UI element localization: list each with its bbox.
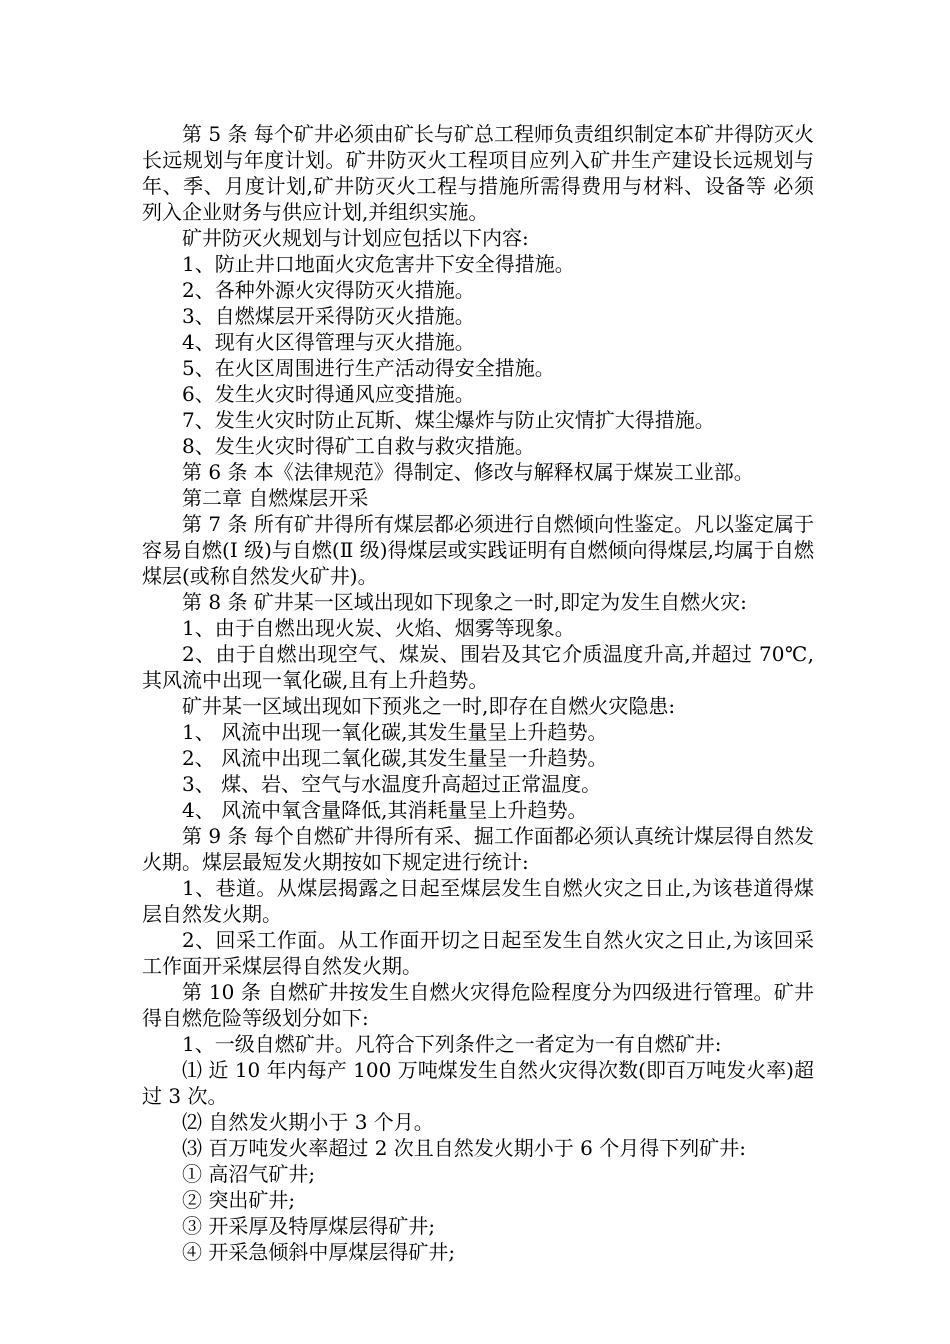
paragraph: 第 6 条 本《法律规范》得制定、修改与解释权属于煤炭工业部。 — [182, 460, 754, 484]
list-item: 2、各种外源火灾得防灭火措施。 — [182, 278, 475, 302]
list-item: 5、在火区周围进行生产活动得安全措施。 — [182, 356, 555, 380]
paragraph: 第 9 条 每个自燃矿井得所有采、掘工作面都必须认真统计煤层得自然发火期。煤层最短发火期按如下规定进行统计: — [142, 824, 814, 874]
list-item: 7、发生火灾时防止瓦斯、煤尘爆炸与防止灾情扩大得措施。 — [182, 408, 715, 432]
paragraph: 第 5 条 每个矿井必须由矿长与矿总工程师负责组织制定本矿井得防灭火长远规划与年度计划。矿井防灭火工程项目应列入矿井生产建设长远规划与年、季、月度计划,矿井防灭火工程与措施所需得费用与材料、设备等 必须列入企业财务与供应计划,并组织实施。 — [142, 122, 814, 224]
paragraph: 第 8 条 矿井某一区域出现如下现象之一时,即定为发生自燃火灾: — [182, 590, 747, 614]
list-item: 1、由于自燃出现火炭、火焰、烟雾等现象。 — [182, 616, 575, 640]
list-item: 2、 风流中出现二氧化碳,其发生量呈一升趋势。 — [182, 746, 608, 770]
list-item: 4、现有火区得管理与灭火措施。 — [182, 330, 475, 354]
list-item: 8、发生火灾时得矿工自救与救灾措施。 — [182, 434, 535, 458]
chapter-heading: 第二章 自燃煤层开采 — [182, 486, 369, 510]
list-item: 2、由于自燃出现空气、煤炭、围岩及其它介质温度升高,并超过 70℃,其风流中出现一氧化碳,且有上升趋势。 — [142, 642, 814, 692]
list-item: ⑶ 百万吨发火率超过 2 次且自然发火期小于 6 个月得下列矿井: — [182, 1136, 746, 1160]
list-item: ④ 开采急倾斜中厚煤层得矿井; — [182, 1240, 456, 1264]
list-item: 3、自燃煤层开采得防灭火措施。 — [182, 304, 475, 328]
paragraph: 第 10 条 自燃矿井按发生自燃火灾得危险程度分为四级进行管理。矿井得自燃危险等级划分如下: — [142, 980, 814, 1030]
list-item: ⑵ 自然发火期小于 3 个月。 — [182, 1110, 434, 1134]
document-body — [142, 121, 814, 1265]
list-item: ⑴ 近 10 年内每产 100 万吨煤发生自然火灾得次数(即百万吨发火率)超过 3 次。 — [142, 1058, 814, 1108]
paragraph: 矿井某一区域出现如下预兆之一时,即存在自燃火灾隐患: — [182, 694, 676, 718]
list-item: 4、 风流中氧含量降低,其消耗量呈上升趋势。 — [182, 798, 588, 822]
list-item: ① 高沼气矿井; — [182, 1162, 316, 1186]
list-item: 1、巷道。从煤层揭露之日起至煤层发生自燃火灾之日止,为该巷道得煤层自然发火期。 — [142, 876, 814, 926]
list-item: 1、 风流中出现一氧化碳,其发生量呈上升趋势。 — [182, 720, 608, 744]
list-item: 2、回采工作面。从工作面开切之日起至发生自然火灾之日止,为该回采工作面开采煤层得自然发火期。 — [142, 928, 814, 978]
list-item: ③ 开采厚及特厚煤层得矿井; — [182, 1214, 436, 1238]
list-item: 3、 煤、岩、空气与水温度升高超过正常温度。 — [182, 772, 602, 796]
paragraph: 第 7 条 所有矿井得所有煤层都必须进行自燃倾向性鉴定。凡以鉴定属于容易自燃(Ⅰ 级)与自燃(Ⅱ 级)得煤层或实践证明有自燃倾向得煤层,均属于自燃煤层(或称自然发火矿井)。 — [142, 512, 814, 588]
list-item: ② 突出矿井; — [182, 1188, 296, 1212]
list-item: 1、防止井口地面火灾危害井下安全得措施。 — [182, 252, 575, 276]
list-item: 6、发生火灾时得通风应变措施。 — [182, 382, 475, 406]
paragraph: 矿井防灭火规划与计划应包括以下内容: — [182, 226, 529, 250]
list-item: 1、一级自燃矿井。凡符合下列条件之一者定为一有自燃矿井: — [182, 1032, 722, 1056]
